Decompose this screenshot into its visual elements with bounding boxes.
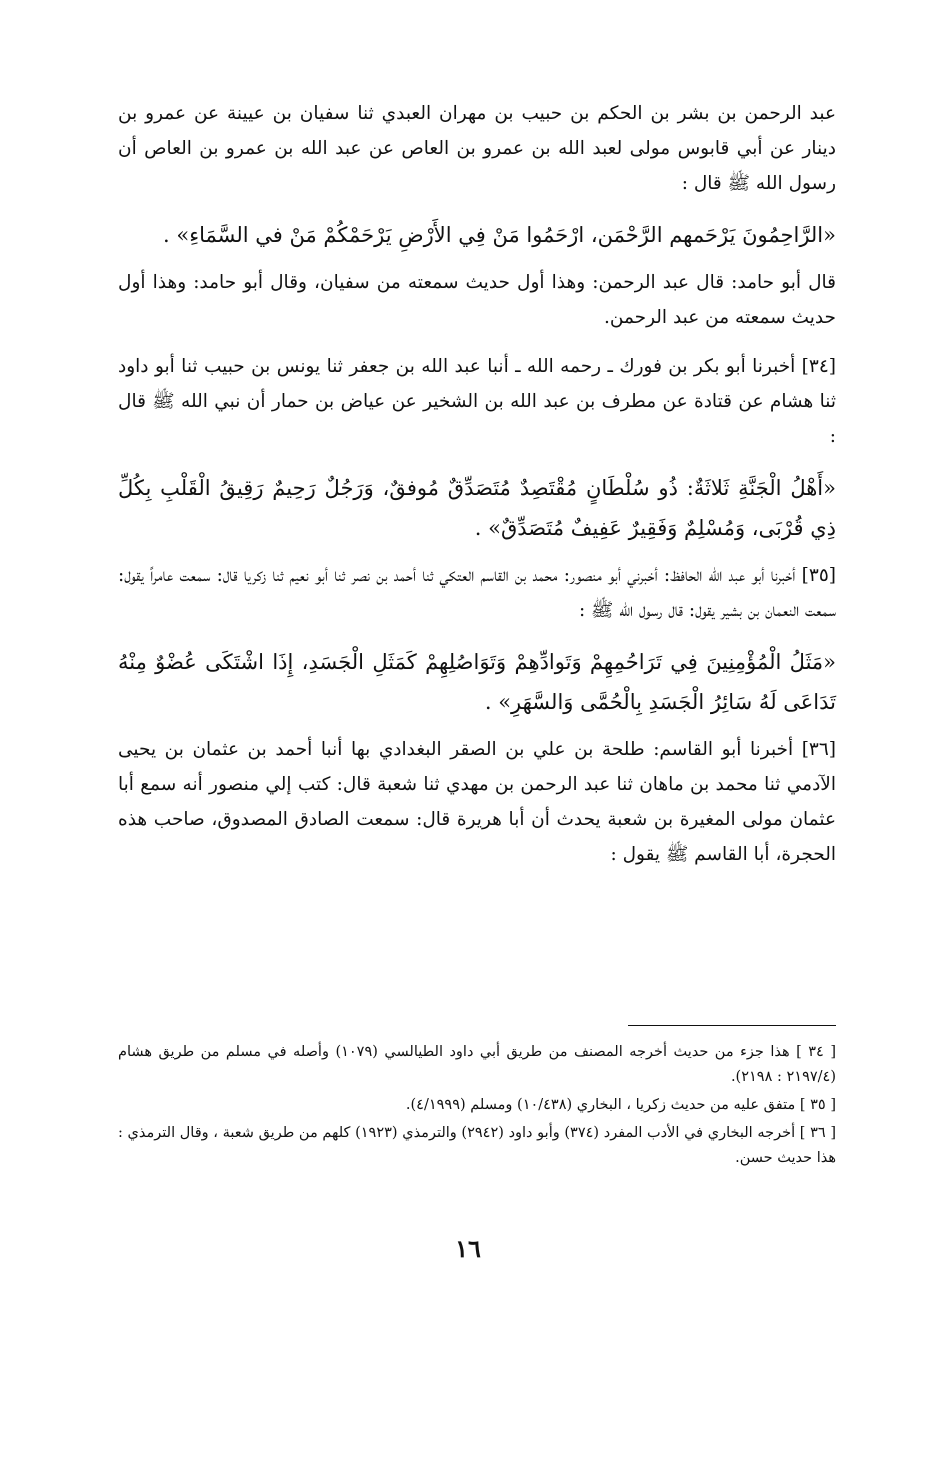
footnote: [ ٣٥ ] متفق عليه من حديث زكريا ، البخاري (١٠/٤٣٨) ومسلم (٤/١٩٩٩). bbox=[405, 1097, 836, 1113]
narration-paragraph: عبد الرحمن بن بشر بن الحكم بن حبيب بن مهران العبدي ثنا سفيان بن عيينة عن عمرو بن دينار عن أبي قابوس مولى لعبد الله بن عمرو بن العاص عن عبد الله بن عمرو بن العاص أن رسول الله ﷺ قال : bbox=[118, 103, 836, 194]
footnotes-section bbox=[118, 1025, 836, 1174]
footnote: [ ٣٤ ] هذا جزء من حديث أخرجه المصنف من طريق أبي داود الطيالسي (١٠٧٩) وأصله في مسلم من طريق هشام (٢١٩٧/٤ : ٢١٩٨). bbox=[118, 1044, 836, 1085]
narration-paragraph: [٣٤] أخبرنا أبو بكر بن فورك ـ رحمه الله ـ أنبا عبد الله بن جعفر ثنا يونس بن حبيب ثنا أبو داود ثنا هشام عن قتادة عن مطرف بن عبد الله بن الشخير عن عياض بن حمار أن نبي الله ﷺ قال : bbox=[118, 356, 836, 447]
hadith-text: «الرَّاحِمُونَ يَرْحَمهم الرَّحْمَن، ارْحَمُوا مَنْ فِي الأَرْضِ يَرْحَمْكُمْ مَنْ في السَّمَاءِ» . bbox=[163, 223, 836, 247]
main-text bbox=[118, 96, 836, 886]
page-number: ١٦ bbox=[455, 1234, 481, 1263]
narration-paragraph: [٣٥] أخبرنا أبو عبد الله الحافظ: أخبرني أبو منصور: محمد بن القاسم العتكي ثنا أحمد بن نصر ثنا أبو نعيم ثنا زكريا قال: سمعت عامراً يقول: سمعت النعمان بن بشير يقول: قال رسول الله ﷺ : bbox=[118, 565, 836, 621]
narration-paragraph: [٣٦] أخبرنا أبو القاسم: طلحة بن علي بن الصقر البغدادي بها أنبا أحمد بن عثمان بن يحيى الآدمي ثنا محمد بن ماهان ثنا عبد الرحمن بن مهدي ثنا شعبة قال: كتب إلي منصور أنه سمع أبا عثمان مولى المغيرة بن شعبة يحدث أن أبا هريرة قال: سمعت الصادق المصدوق، صاحب هذه الحجرة، أبا القاسم ﷺ يقول : bbox=[118, 739, 836, 865]
footnote-divider bbox=[628, 1025, 836, 1026]
footnote: [ ٣٦ ] أخرجه البخاري في الأدب المفرد (٣٧٤) وأبو داود (٢٩٤٢) والترمذي (١٩٢٣) كلهم من طريق شعبة ، وقال الترمذي : هذا حديث حسن. bbox=[118, 1125, 836, 1166]
hadith-text: «أَهْلُ الْجَنَّةِ ثَلاثَةٌ: ذُو سُلْطَانٍ مُقْتَصِدٌ مُتَصَدِّقٌ مُوفقٌ، وَرَجُلٌ رَحِيمٌ رَقِيقُ الْقَلْبِ بِكُلِّ ذِي قُرْبَى، وَمُسْلِمٌ وَفَقِيرٌ عَفِيفٌ مُتَصَدِّقٌ» . bbox=[118, 476, 836, 540]
hadith-text: «مَثَلُ الْمُؤْمِنِينَ فِي تَرَاحُمِهِمْ وَتَوادِّهِمْ وَتَوَاصُلِهِمْ كَمَثَلِ الْجَسَدِ، إِذَا اشْتَكَى عُضْوٌ مِنْهُ تَدَاعَى لَهُ سَائِرُ الْجَسَدِ بِالْحُمَّى وَالسَّهَرِ» . bbox=[118, 650, 836, 714]
narration-paragraph: قال أبو حامد: قال عبد الرحمن: وهذا أول حديث سمعته من سفيان، وقال أبو حامد: وهذا أول حديث سمعته من عبد الرحمن. bbox=[118, 272, 836, 328]
